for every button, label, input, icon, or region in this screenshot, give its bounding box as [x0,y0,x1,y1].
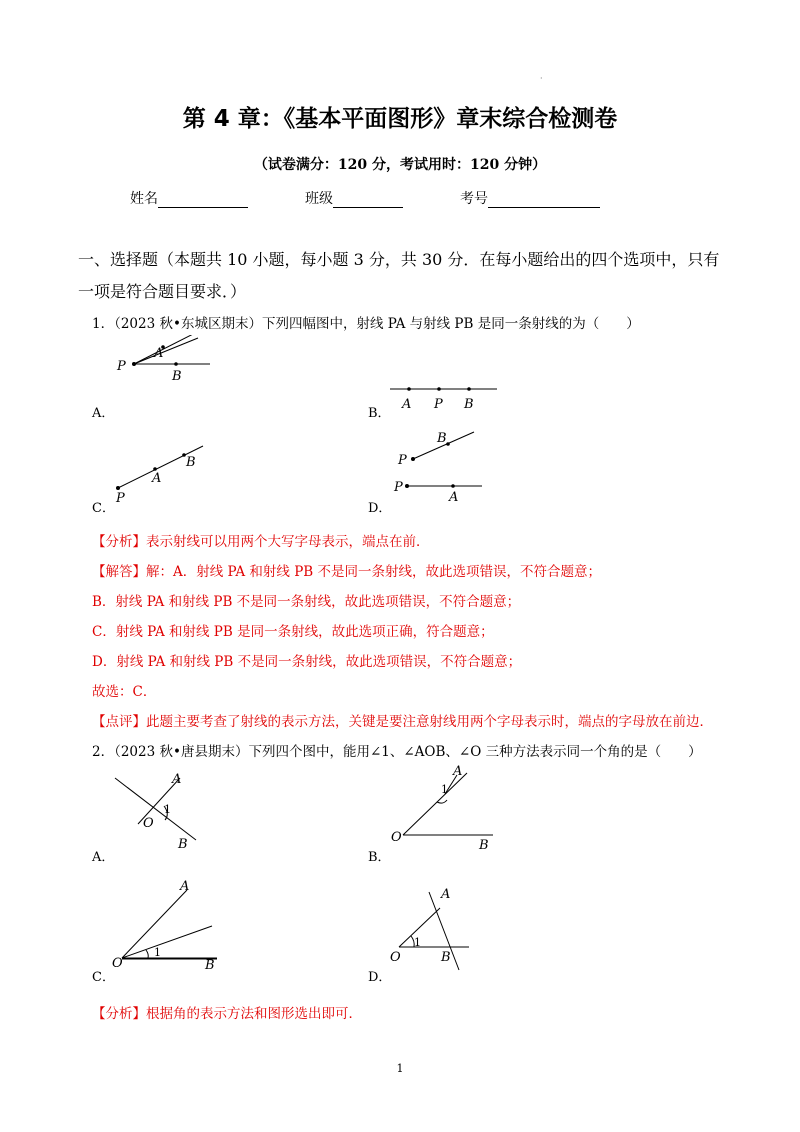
corner-mark: · [540,74,543,83]
fig-label-p: P [117,359,126,374]
fig-label-b: B [205,958,215,970]
q1-figure-c [100,440,210,505]
fig-label-b: B [479,838,489,853]
fig-label-p: P [434,397,443,412]
fig-label-b: B [437,431,447,446]
fig-label-b: B [172,369,182,384]
fig-label-p: P [394,480,403,495]
fig-label-o: O [143,816,154,831]
fig-label-a: A [453,765,463,779]
name-label: 姓名 [130,191,158,207]
fig-label-a: A [154,346,164,361]
q2-option-b[interactable]: B． [368,850,391,865]
section-heading: 一、选择题（本题共 10 小题，每小题 3 分，共 30 分．在每小题给出的四个选项中，只有一项是符合题目要求．） [78,250,720,301]
q1-option-a[interactable]: A． [92,406,115,421]
page-number: 1 [396,1062,404,1075]
fig-label-one: 1 [164,803,171,816]
q1-answer-line: B．射线 PA 和射线 PB 不是同一条射线，故此选项错误，不符合题意； [92,594,521,610]
q2-analysis: 【分析】根据角的表示方法和图形选出即可． [92,1006,362,1022]
q1-analysis: 【分析】表示射线可以用两个大写字母表示，端点在前． [92,534,430,550]
fig-label-b: B [464,397,474,412]
name-blank[interactable] [158,193,248,208]
q1-answer-line: D．射线 PA 和射线 PB 不是同一条射线，故此选项错误，不符合题意； [92,654,522,670]
fig-label-a: A [152,471,162,486]
fig-label-p: P [116,491,125,505]
q2-option-a[interactable]: A． [92,850,115,865]
q1-answer-line: 【解答】解：A．射线 PA 和射线 PB 不是同一条射线，故此选项错误，不符合题意； [92,564,602,580]
fig-label-b: B [186,455,196,470]
q2-option-d[interactable]: D． [368,970,392,985]
q1-comment: 【点评】此题主要考查了射线的表示方法，关键是要注意射线用两个字母表示时，端点的字母放在前边． [92,714,713,730]
q2-figure-a [110,770,210,850]
fig-label-b: B [178,837,188,850]
fig-label-a: A [441,887,451,902]
fig-label-o: O [112,956,123,970]
q1-answer-line: C．射线 PA 和射线 PB 是同一条射线，故此选项正确，符合题意； [92,624,494,640]
fig-label-p: P [398,453,407,468]
number-field[interactable] [460,188,600,208]
fig-label-one: 1 [154,946,161,959]
number-blank[interactable] [488,193,600,208]
q1-option-d[interactable]: D． [368,501,392,516]
exam-subtitle: （试卷满分：120 分，考试用时：120 分钟） [253,157,547,173]
q2-stem: 2．（2023 秋•唐县期末）下列四个图中，能用∠1、∠AOB、∠O 三种方法表示同一个角的是（ ） [92,744,702,760]
fig-label-one: 1 [414,936,421,949]
fig-label-a: A [172,772,182,787]
q2-figure-c [110,878,230,970]
q2-figure-d [385,880,495,972]
class-blank[interactable] [333,193,403,208]
q1-stem: 1．（2023 秋•东城区期末）下列四幅图中，射线 PA 与射线 PB 是同一条射线的为（ ） [92,316,640,332]
q2-option-c[interactable]: C． [92,970,115,985]
fig-label-a: A [449,490,459,503]
fig-label-o: O [390,950,401,965]
q2-figure-b [385,765,500,855]
page-title: 第 4 章：《基本平面图形》章末综合检测卷 [182,106,618,132]
q1-answer-choice: 故选：C． [92,684,157,700]
fig-label-one: 1 [441,783,448,796]
fig-label-o: O [391,830,402,845]
class-label: 班级 [305,191,333,207]
fig-label-a: A [402,397,412,412]
name-field[interactable] [130,188,248,208]
fig-label-b: B [441,950,451,965]
fig-label-a: A [180,879,190,894]
q1-option-c[interactable]: C． [92,501,115,516]
q1-figure-b [385,378,505,413]
number-label: 考号 [460,191,488,207]
class-field[interactable] [305,188,403,208]
q1-option-b[interactable]: B． [368,406,391,421]
q1-figure-d [390,428,490,503]
